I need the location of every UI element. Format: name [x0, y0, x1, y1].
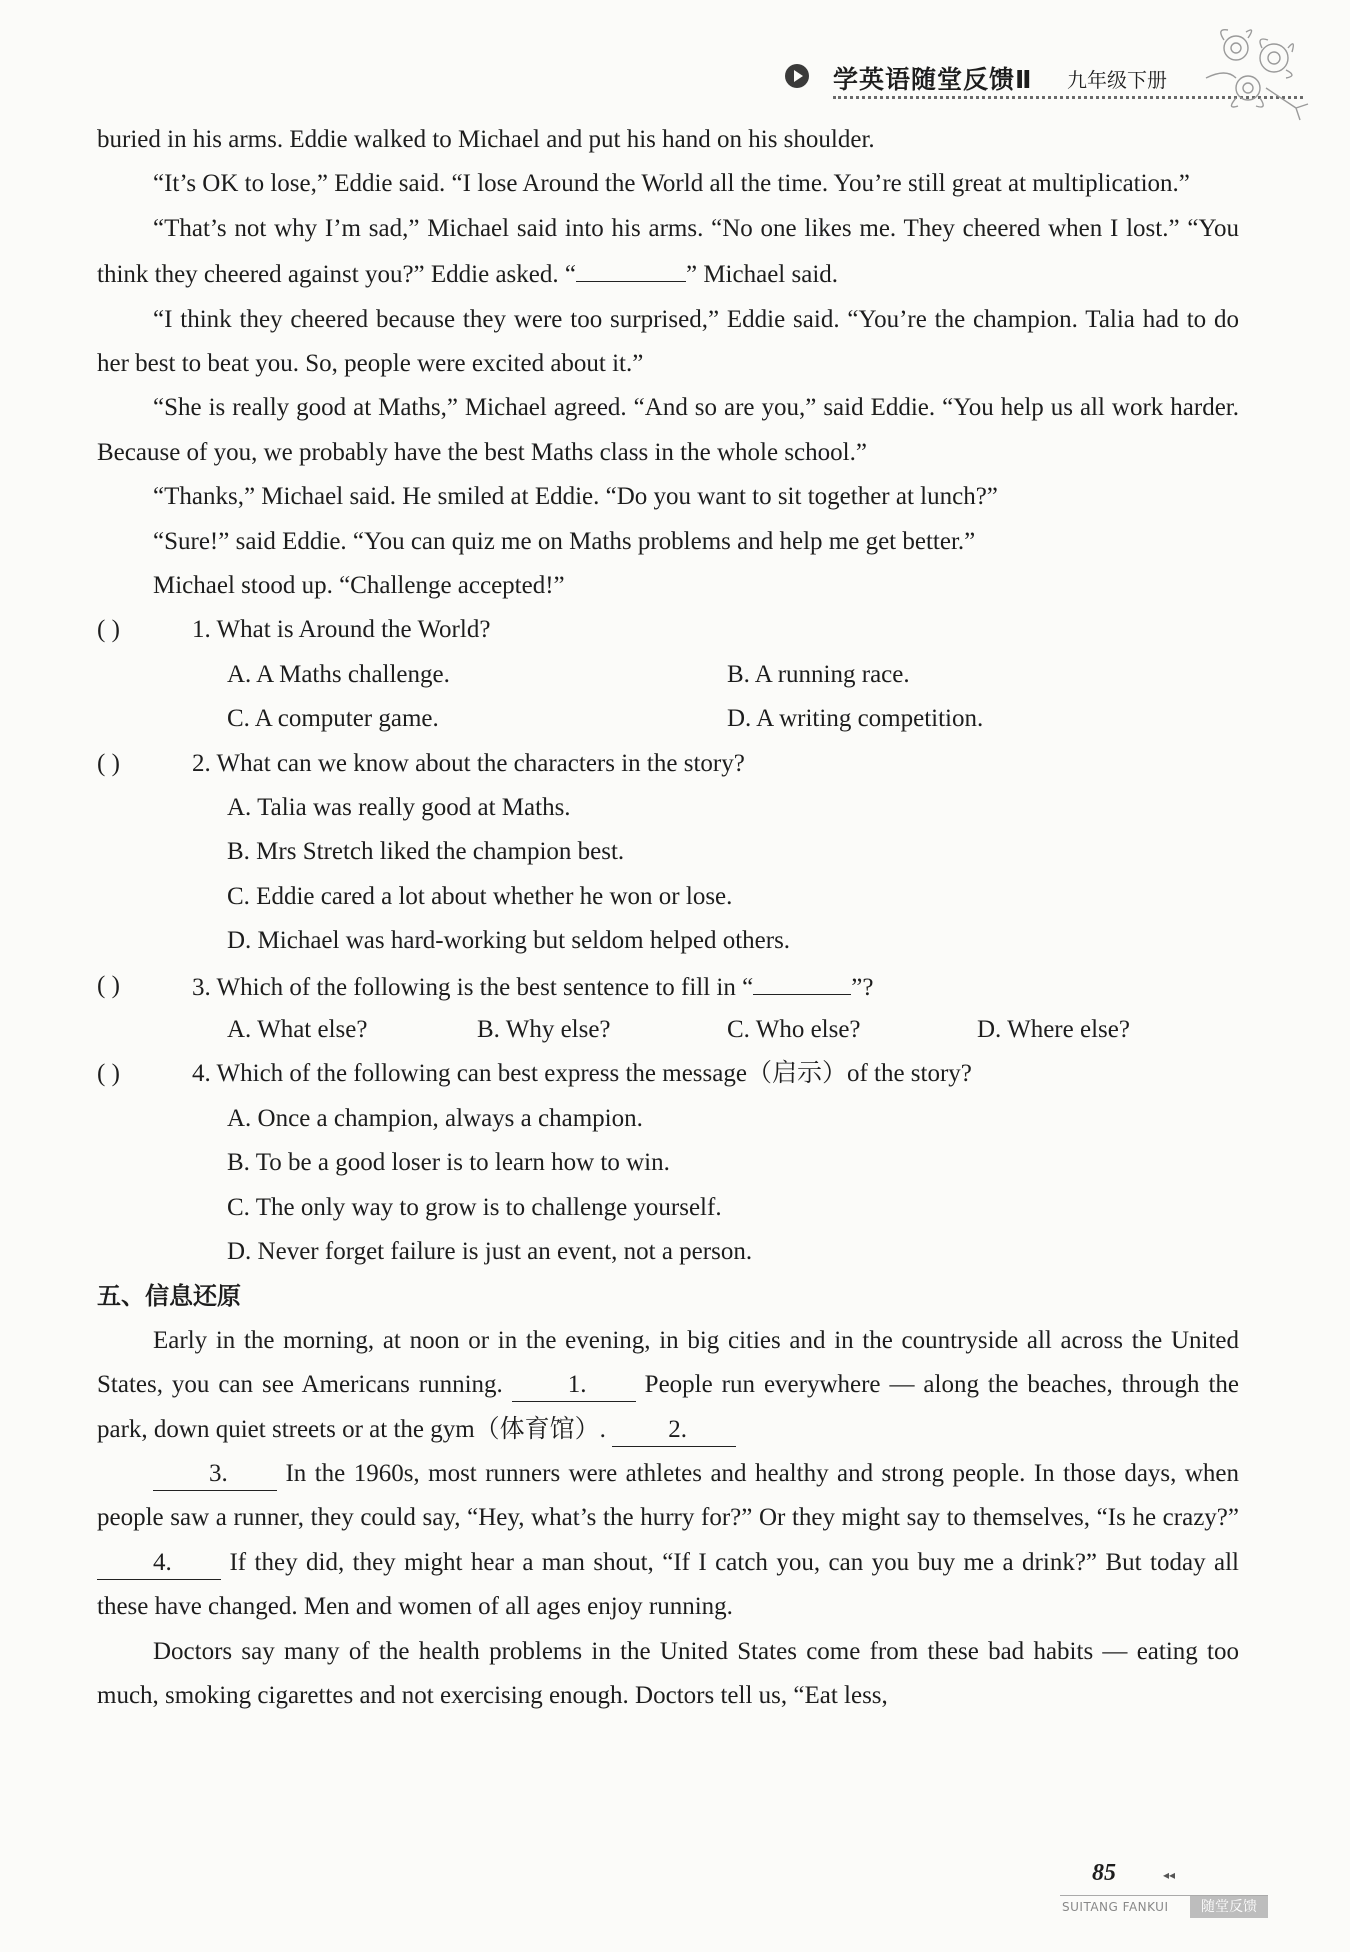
passage-text: Early in the morning, at noon or in the evening, in big cities and in the countryside all across the United States, you can see Americans running.	[97, 1326, 1239, 1399]
option-a[interactable]: A. What else?	[227, 1015, 368, 1043]
passage-text: People run everywhere — along the beaches, through the park, down quiet streets or at the gym（体育馆）.	[97, 1371, 1239, 1443]
footer-series-cn: 随堂反馈	[1190, 1896, 1268, 1918]
question-text-part: 3. Which of the following is the best sentence to fill in “	[192, 973, 754, 1001]
answer-parenthesis[interactable]: ( )	[97, 616, 120, 644]
option-d[interactable]: D. Where else?	[977, 1015, 1130, 1043]
section-heading: 五、信息还原	[97, 1282, 241, 1311]
question-1	[97, 608, 1239, 652]
story-paragraph: “I think they cheered because they were too surprised,” Eddie said. “You’re the champion. Talia had to do her best to beat you. So, people were excited about it.”	[97, 305, 1239, 378]
option-c[interactable]: C. The only way to grow is to challenge yourself.	[227, 1193, 722, 1221]
option-d[interactable]: D. Never forget failure is just an event, not a person.	[227, 1237, 753, 1265]
question-text: 2. What can we know about the characters in the story?	[192, 749, 745, 777]
passage-text: If they did, they might hear a man shout, “If I catch you, can you buy me a drink?” But today all these have changed. Men and women of all ages enjoy running.	[97, 1548, 1239, 1621]
options-row	[97, 1186, 1239, 1230]
options-row	[97, 653, 1239, 697]
question-text	[192, 964, 873, 1010]
page-content	[97, 118, 1239, 1718]
options-row	[97, 919, 1239, 963]
story-paragraph: “It’s OK to lose,” Eddie said. “I lose Around the World all the time. You’re still great at multiplication.”	[153, 170, 1190, 198]
footer-series-en: SUITANG FANKUI	[1062, 1900, 1169, 1914]
answer-blank-1[interactable]: 1.	[512, 1371, 636, 1402]
options-row	[97, 786, 1239, 830]
answer-blank[interactable]	[576, 251, 686, 282]
answer-parenthesis[interactable]: ( )	[97, 971, 120, 999]
story-paragraph: “Sure!” said Eddie. “You can quiz me on Maths problems and help me get better.”	[153, 527, 976, 555]
answer-parenthesis[interactable]: ( )	[97, 749, 120, 777]
option-a[interactable]: A. A Maths challenge.	[227, 660, 450, 688]
option-c[interactable]: C. Who else?	[727, 1015, 861, 1043]
option-c[interactable]: C. A computer game.	[227, 705, 439, 733]
option-d[interactable]: D. Michael was hard-working but seldom helped others.	[227, 927, 791, 955]
question-text: 4. Which of the following can best express the message（启示）of the story?	[192, 1060, 972, 1088]
story-paragraph: Michael stood up. “Challenge accepted!”	[153, 572, 565, 600]
option-a[interactable]: A. Once a champion, always a champion.	[227, 1104, 643, 1132]
answer-blank-3[interactable]: 3.	[153, 1460, 277, 1491]
options-row	[97, 875, 1239, 919]
story-paragraph: “She is really good at Maths,” Michael agreed. “And so are you,” said Eddie. “You help us all work harder. Because of you, we probably have the best Maths class in the whole school.”	[97, 394, 1239, 466]
question-text: 1. What is Around the World?	[192, 616, 491, 644]
book-title: 学英语随堂反馈Ⅱ	[833, 65, 1033, 94]
options-row	[97, 1141, 1239, 1185]
answer-blank-4[interactable]: 4.	[97, 1549, 221, 1580]
option-d[interactable]: D. A writing competition.	[727, 705, 984, 733]
story-paragraph: buried in his arms. Eddie walked to Michael and put his hand on his shoulder.	[97, 126, 875, 153]
question-3	[97, 964, 1239, 1008]
grade-label: 九年级下册	[1067, 68, 1167, 92]
question-text-part: ”?	[851, 973, 874, 1001]
story-text: ” Michael said.	[685, 261, 839, 289]
question-4	[97, 1052, 1239, 1096]
passage-paragraph	[97, 1319, 1239, 1452]
options-row	[97, 1008, 1239, 1052]
story-text: “That’s not why I’m sad,” Michael said into his arms. “No one likes me. They cheered when I lost.” “You think they cheered against you?” Eddie asked. “	[97, 214, 1239, 289]
options-row	[97, 1097, 1239, 1141]
option-b[interactable]: B. Mrs Stretch liked the champion best.	[227, 838, 625, 866]
flower-decoration-icon	[1196, 18, 1316, 128]
options-row	[97, 697, 1239, 741]
story-paragraph	[97, 207, 1239, 298]
page-number: 85	[1092, 1860, 1116, 1886]
passage-paragraph: Doctors say many of the health problems in the United States come from these bad habits — eating too much, smoking cigarettes and not exercising enough. Doctors tell us, “Eat less,	[97, 1637, 1239, 1709]
question-2	[97, 742, 1239, 786]
option-b[interactable]: B. A running race.	[727, 660, 910, 688]
answer-blank[interactable]	[753, 964, 851, 995]
option-a[interactable]: A. Talia was really good at Maths.	[227, 794, 571, 822]
story-paragraph: “Thanks,” Michael said. He smiled at Eddie. “Do you want to sit together at lunch?”	[153, 483, 998, 511]
option-b[interactable]: B. To be a good loser is to learn how to win.	[227, 1149, 670, 1177]
passage-text: In the 1960s, most runners were athletes and healthy and strong people. In those days, when people saw a runner, they could say, “Hey, what’s the hurry for?” Or they might say to themselves, “Is he crazy?”	[97, 1459, 1239, 1532]
option-c[interactable]: C. Eddie cared a lot about whether he won or lose.	[227, 882, 733, 910]
options-row	[97, 830, 1239, 874]
answer-blank-2[interactable]: 2.	[612, 1416, 736, 1447]
play-icon	[785, 64, 809, 88]
footer-band	[1060, 1895, 1268, 1920]
answer-parenthesis[interactable]: ( )	[97, 1060, 120, 1088]
option-b[interactable]: B. Why else?	[477, 1015, 611, 1043]
options-row	[97, 1230, 1239, 1274]
page-arrow-icon: ◂◂	[1163, 1868, 1176, 1882]
passage-paragraph	[97, 1452, 1239, 1630]
